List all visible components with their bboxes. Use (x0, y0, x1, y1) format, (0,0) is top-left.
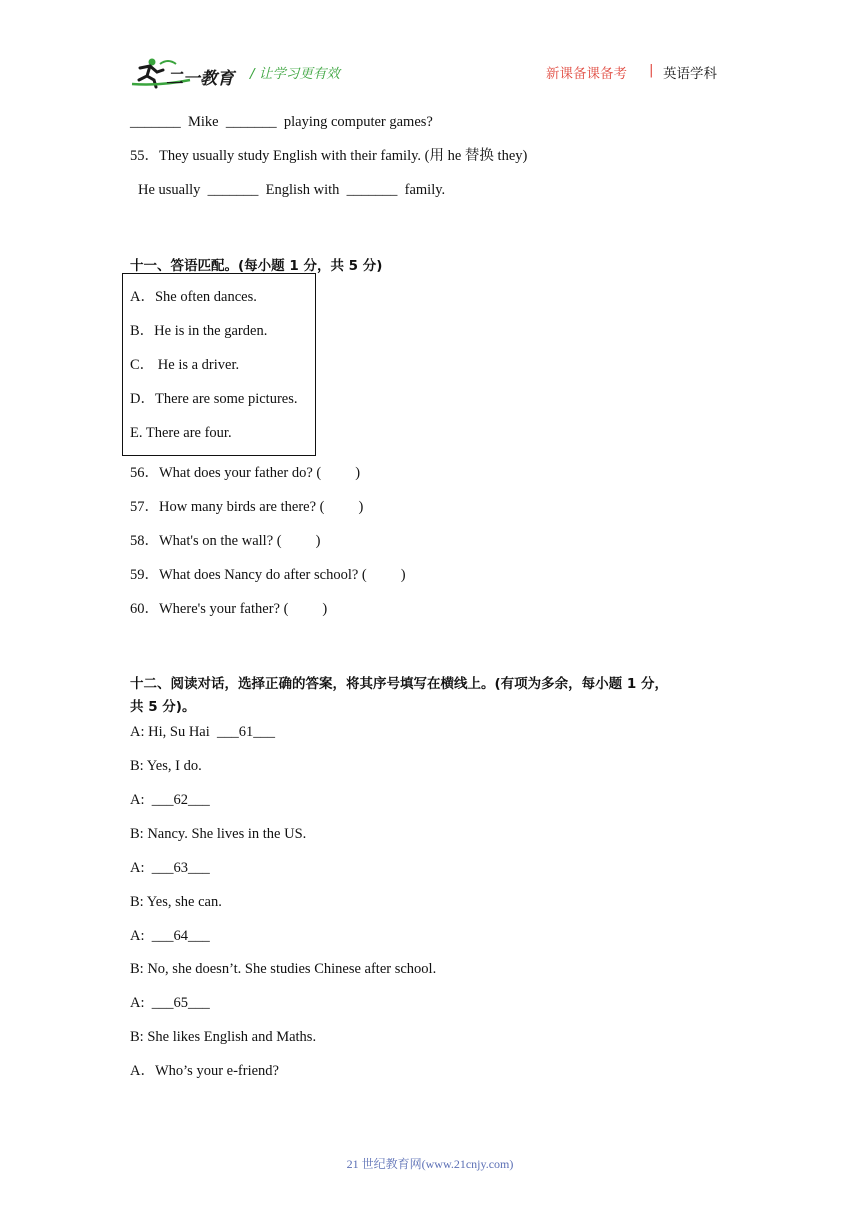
q59-number: 59． (130, 567, 159, 583)
dialogue-blank-63: ___63___ (151, 860, 210, 876)
header-subject: 英语学科 (663, 66, 717, 82)
q60-close: ) (322, 601, 328, 617)
q60-text: Where's your father? ( (159, 601, 289, 617)
section-11-title: 十一、答语匹配。(每小题 1 分，共 5 分) (130, 258, 383, 274)
dialogue-speaker: A: (130, 792, 145, 808)
header-separator: | (649, 62, 654, 78)
q55-answer-part-b: English with (265, 182, 340, 198)
dialogue-line-9 (130, 994, 210, 1012)
q54-blank-1: _______ (130, 114, 181, 130)
q55-answer-part-a: He usually (138, 182, 201, 198)
q55-text: They usually study English with their family. (用 he 替换 they) (159, 148, 528, 164)
option-a: A．She often dances. (130, 289, 257, 305)
dialogue-blank-65: ___65___ (151, 995, 210, 1011)
dialogue-blank-64: ___64___ (151, 928, 210, 944)
q59-text: What does Nancy do after school? ( (159, 567, 367, 583)
q60 (130, 600, 327, 618)
page-footer: 21 世纪教育网(www.21cnjy.com) (346, 1157, 514, 1171)
q54-answer-line (130, 113, 433, 131)
q55-answer-line (138, 181, 445, 199)
dialogue-speaker: A: (130, 995, 145, 1011)
q58-number: 58． (130, 533, 159, 549)
dialogue-line-5 (130, 859, 210, 877)
q57-text: How many birds are there? ( (159, 499, 325, 515)
header-slogan: / 让学习更有效 (250, 66, 340, 82)
dialogue-speaker: A: (130, 860, 145, 876)
dialogue-line-4: B: Nancy. She lives in the US. (130, 826, 307, 842)
dialogue-line-8: B: No, she doesn’t. She studies Chinese after school. (130, 961, 437, 977)
q55-blank-2: _______ (346, 182, 398, 198)
q55-number: 55． (130, 148, 159, 164)
section-12-title-line-1: 十二、阅读对话，选择正确的答案，将其序号填写在横线上。(有项为多余，每小题 1 分， (130, 676, 668, 692)
q59 (130, 566, 406, 584)
q59-close: ) (400, 567, 406, 583)
q54-rest: playing computer games? (283, 114, 433, 130)
option-c: C． He is a driver. (130, 357, 240, 373)
option-d: D．There are some pictures. (130, 391, 298, 407)
header-tagline: 新课备课备考 (546, 66, 627, 82)
dialogue-line-2: B: Yes, I do. (130, 758, 202, 774)
dialogue-line-6: B: Yes, she can. (130, 894, 222, 910)
q58-text: What's on the wall? ( (159, 533, 282, 549)
q57 (130, 498, 363, 516)
brand-logo (130, 56, 242, 90)
dialogue-line-10: B: She likes English and Maths. (130, 1029, 317, 1045)
dialogue-speaker: A: Hi, Su Hai (130, 724, 210, 740)
q55-answer-part-c: family. (404, 182, 446, 198)
q55-blank-1: _______ (207, 182, 259, 198)
dialogue-line-7 (130, 927, 210, 945)
dialogue-blank-62: ___62___ (151, 792, 210, 808)
q58 (130, 532, 320, 550)
q57-number: 57． (130, 499, 159, 515)
option-b: B．He is in the garden. (130, 323, 268, 339)
q54-word: Mike (188, 114, 219, 130)
q57-close: ) (358, 499, 364, 515)
q58-close: ) (315, 533, 321, 549)
dialogue-speaker: A: (130, 928, 145, 944)
choice-a: A．Who’s your e-friend? (130, 1063, 279, 1079)
q54-blank-2: _______ (225, 114, 277, 130)
dialogue-blank-61: ___61___ (217, 724, 275, 740)
q56-text: What does your father do? ( (159, 465, 322, 481)
dialogue-line-3 (130, 791, 210, 809)
section-12-title-line-2: 共 5 分)。 (130, 699, 196, 715)
q55-question (130, 147, 527, 165)
brand-name: 二一教育 (166, 69, 234, 89)
q56-close: ) (355, 465, 361, 481)
dialogue-line-1 (130, 723, 275, 741)
q56 (130, 464, 360, 482)
option-e: E. There are four. (130, 425, 232, 441)
q56-number: 56． (130, 465, 159, 481)
q60-number: 60． (130, 601, 159, 617)
